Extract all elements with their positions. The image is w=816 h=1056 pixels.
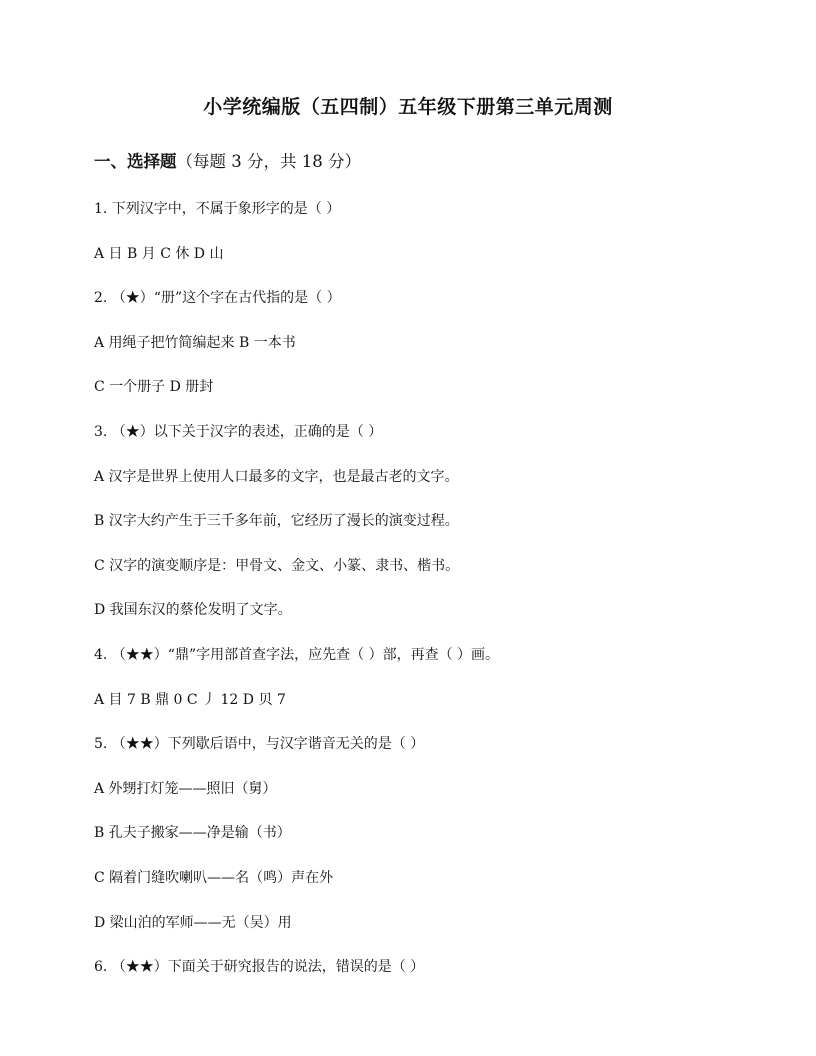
section-heading xyxy=(94,149,361,175)
option-line: A 目 7 B 鼎 0 C 丿 12 D 贝 7 xyxy=(94,691,286,708)
option-line: A 用绳子把竹简编起来 B 一本书 xyxy=(94,334,296,351)
question-line: 1. 下列汉字中，不属于象形字的是（ ） xyxy=(94,201,341,217)
question-line: 3. （★）以下关于汉字的表述，正确的是（ ） xyxy=(94,423,383,440)
option-line: A 日 B 月 C 休 D 山 xyxy=(94,245,224,262)
option-line: B 汉字大约产生于三千多年前，它经历了漫长的演变过程。 xyxy=(94,513,459,530)
question-line: 5. （★★）下列歇后语中，与汉字谐音无关的是（ ） xyxy=(94,736,425,753)
section-name: 一、选择题 xyxy=(94,152,177,171)
option-line: C 汉字的演变顺序是：甲骨文、金文、小篆、隶书、楷书。 xyxy=(94,557,460,574)
option-line: C 一个册子 D 册封 xyxy=(94,379,214,396)
question-line: 6. （★★）下面关于研究报告的说法，错误的是（ ） xyxy=(94,959,425,976)
question-line: 4. （★★）“鼎”字用部首查字法，应先查（ ）部，再查（ ）画。 xyxy=(94,646,500,663)
question-line: 2. （★）“册”这个字在古代指的是（ ） xyxy=(94,290,341,307)
option-line: A 汉字是世界上使用人口最多的文字，也是最古老的文字。 xyxy=(94,468,459,485)
option-line: D 我国东汉的蔡伦发明了文字。 xyxy=(94,602,292,619)
option-line: B 孔夫子搬家——净是输（书） xyxy=(94,825,291,842)
section-note: （每题 3 分，共 18 分） xyxy=(176,152,361,171)
option-line: A 外甥打灯笼——照旧（舅） xyxy=(94,780,277,797)
option-line: C 隔着门缝吹喇叭——名（鸣）声在外 xyxy=(94,869,334,886)
document-title: 小学统编版（五四制）五年级下册第三单元周测 xyxy=(203,96,613,118)
option-line: D 梁山泊的军师——无（吴）用 xyxy=(94,914,292,931)
question-list xyxy=(94,198,774,1001)
